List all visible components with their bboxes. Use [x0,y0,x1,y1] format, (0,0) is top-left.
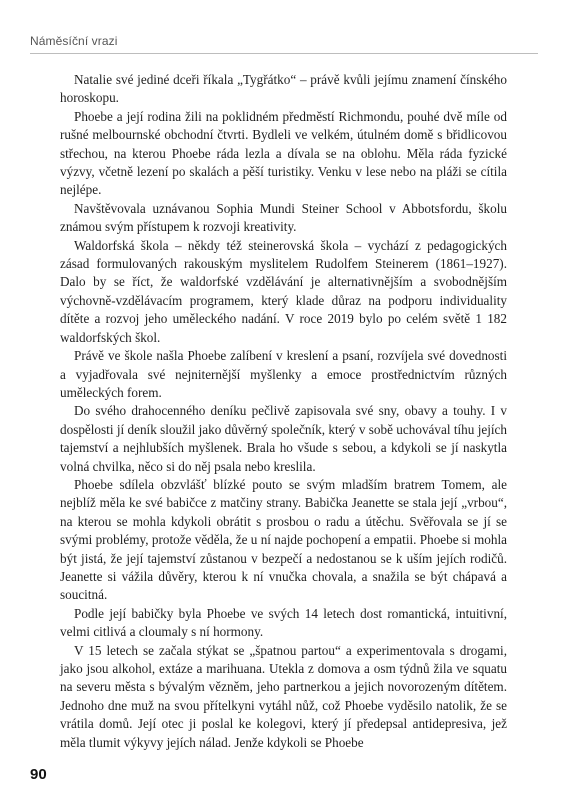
running-head: Náměsíční vrazi [30,34,118,48]
paragraph-2: Phoebe a její rodina žili na poklidném předměstí Richmondu, pouhé dvě míle od rušné melbournské obchodní čtvrti. Bydleli ve velkém, útulném domě s břidlicovou střechou, na kterou Phoebe ráda lezla a dívala se na oblohu. Měla ráda fyzické výzvy, včetně lezení po skalách a pěší turistiky. Venku v lese nebo na pláži se cítila nejlépe. [60,108,507,198]
paragraph-8: Podle její babičky byla Phoebe ve svých 14 letech dost romantická, intuitivní, velmi citlivá a cloumaly s ní hormony. [60,605,507,640]
page-number: 90 [30,766,47,783]
body-text [60,71,507,752]
paragraph-5: Právě ve škole našla Phoebe zalíbení v kreslení a psaní, rozvíjela své dovednosti a vyjadřovala své nejniternější myšlenky a emoce prostřednictvím různých uměleckých forem. [60,348,507,400]
paragraph-7: Phoebe sdílela obzvlášť blízké pouto se svým mladším bratrem Tomem, ale nejblíž měla ke své babičce z matčiny strany. Babička Jeanette se stala její „vrbou“, na kterou se mohla kdykoli obrátit s prosbou o radu a útěchu. Svěřovala se jí se svými problémy, protože věděla, že u ní najde pochopení a empatii. Phoebe si mohla být jistá, že její tajemství zůstanou v bezpečí a nedostanou se k uším jejích rodičů. Jeanette si vážila důvěry, kterou k ní vnučka chovala, a snažila se být chápavá a soucitná. [60,476,507,603]
paragraph-4: Waldorfská škola – někdy též steinerovská škola – vychází z pedagogických zásad formulovaných rakouským myslitelem Rudolfem Steinerem (1861–1927). Dalo by se říct, že waldorfské vzdělávání je alternativnějším a svobodnějším výchovně-vzdělávacím programem, který klade důraz na podporu individuality dítěte a rozvoj jeho uměleckého nadání. V roce 2019 bylo po celém světě 1 182 waldorfských škol. [60,237,507,345]
paragraph-6: Do svého drahocenného deníku pečlivě zapisovala své sny, obavy a touhy. I v dospělosti jí deník sloužil jako důvěrný společník, který v sobě uchovával tíhu jejích tajemství a nejhlubších myšlenek. Brala ho všude s sebou, a kdykoli se jí naskytla volná chvilka, něco si do něj psala nebo kreslila. [60,403,507,474]
header-rule [30,53,538,54]
paragraph-9: V 15 letech se začala stýkat se „špatnou partou“ a experimentovala s drogami, jako jsou alkohol, extáze a marihuana. Utekla z domova a osm týdnů žila ve squatu na severu města s bývalým vězněm, jeho partnerkou a jejich novorozeným dítětem. Jednoho dne muž na svou přítelkyni vytáhl nůž, což Phoebe vyděsilo natolik, že se vrátila domů. Její otec ji poslal ke kolegovi, který jí předepsal antidepresiva, jež měla tlumit výkyvy jejích nálad. Jenže kdykoli se Phoebe [60,642,507,750]
paragraph-3: Navštěvovala uznávanou Sophia Mundi Steiner School v Abbotsfordu, školu známou svým přístupem k rozvoji kreativity. [60,200,507,235]
paragraph-1: Natalie své jediné dceři říkala „Tygřátko“ – právě kvůli jejímu znamení čínského horoskopu. [60,72,507,106]
